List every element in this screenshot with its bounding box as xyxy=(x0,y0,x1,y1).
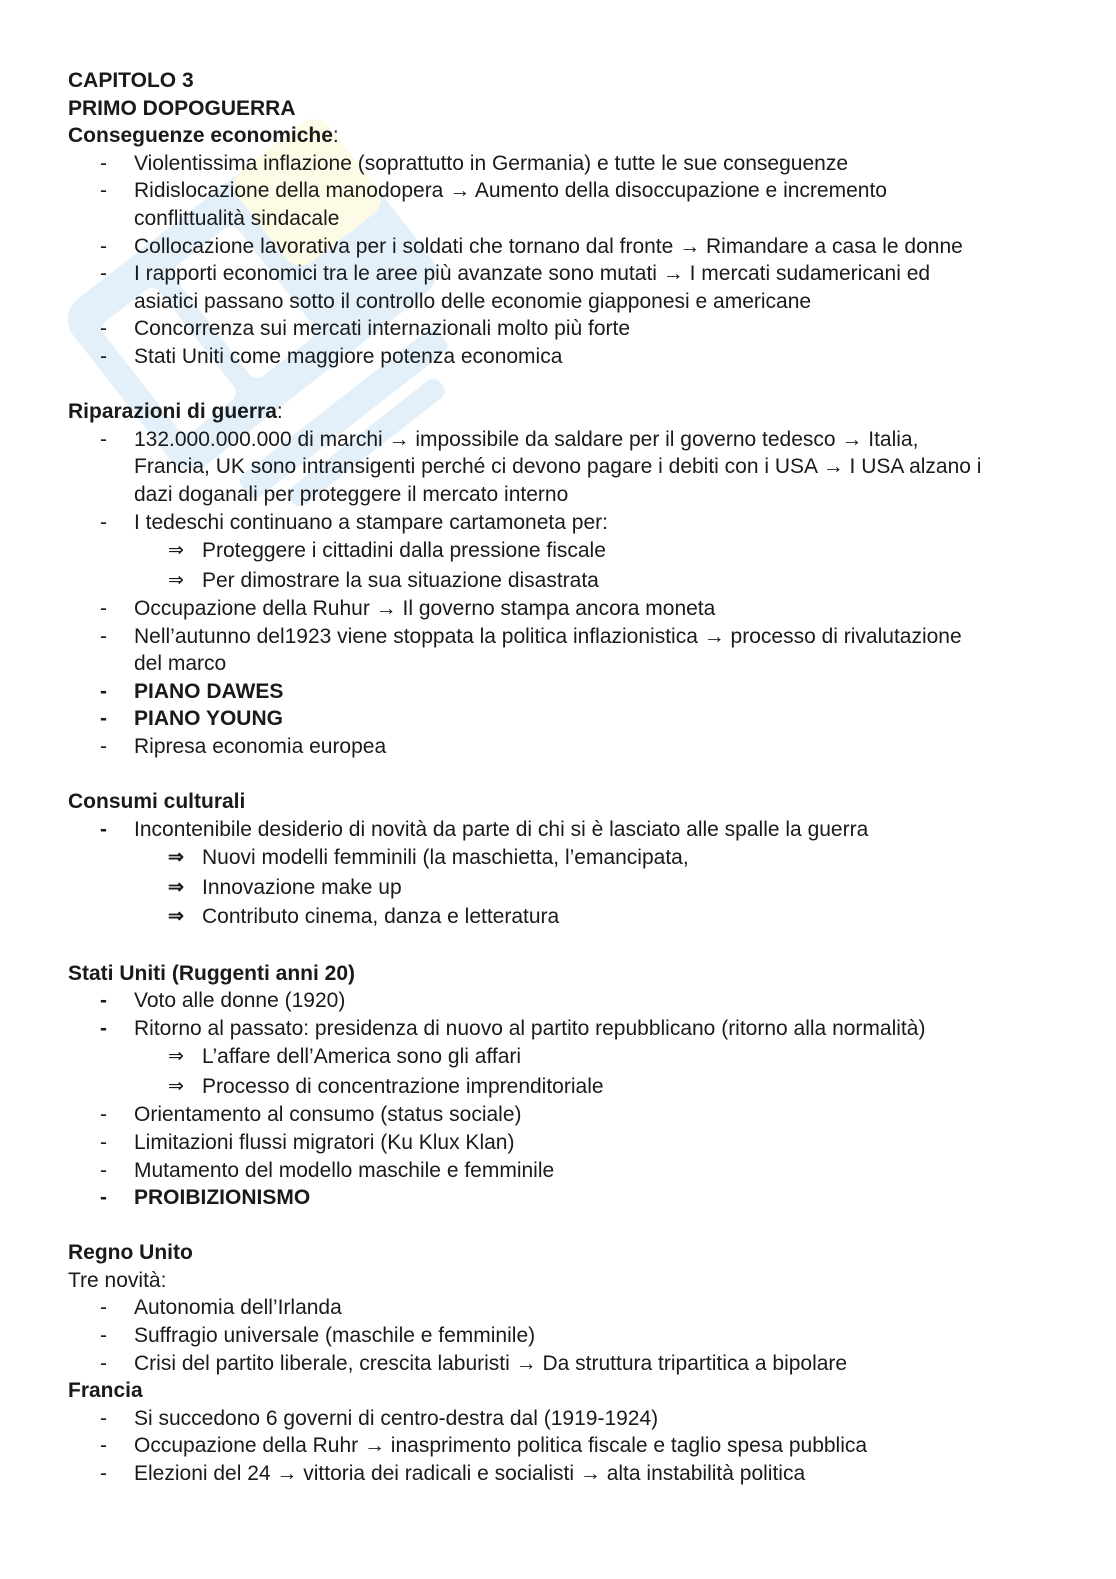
item-text: PROIBIZIONISMO xyxy=(134,1186,311,1210)
sub-item xyxy=(68,873,1058,903)
item-text: PIANO DAWES xyxy=(134,679,284,703)
dash-bullet: - xyxy=(100,624,107,648)
dash-bullet: - xyxy=(100,1324,107,1348)
rip-list xyxy=(68,426,1058,761)
page-title: PRIMO DOPOGUERRA xyxy=(68,96,296,120)
item-text: dazi doganali per proteggere il mercato interno xyxy=(134,482,569,506)
section-heading-rip xyxy=(68,398,1058,426)
dash-bullet: - xyxy=(100,707,107,731)
item-text: conflittualità sindacale xyxy=(134,206,340,230)
item-text: Voto alle donne (1920) xyxy=(134,989,346,1013)
dash-bullet: - xyxy=(100,735,107,759)
item-text: PIANO YOUNG xyxy=(134,707,283,731)
list-item xyxy=(68,1350,1058,1378)
item-text: Mutamento del modello maschile e femminile xyxy=(134,1158,555,1182)
list-item xyxy=(68,1460,1058,1488)
item-text: Nell’autunno del1923 viene stoppata la politica inflazionistica → processo di rivalutazione xyxy=(134,624,962,648)
uk-intro: Tre novità: xyxy=(68,1268,167,1292)
item-text: Stati Uniti come maggiore potenza economica xyxy=(134,344,563,368)
dash-bullet: - xyxy=(100,597,107,621)
arrow-bullet-icon: ⇒ xyxy=(168,569,184,591)
econ-list xyxy=(68,150,1058,371)
list-item xyxy=(68,595,1058,623)
usa-list xyxy=(68,987,1058,1212)
dash-bullet: - xyxy=(100,1186,107,1210)
item-text: Concorrenza sui mercati internazionali molto più forte xyxy=(134,317,631,341)
list-item xyxy=(68,1015,1058,1043)
item-text: Suffragio universale (maschile e femminile) xyxy=(134,1324,536,1348)
item-text: Si succedono 6 governi di centro-destra dal (1919-1924) xyxy=(134,1406,659,1430)
item-text: Per dimostrare la sua situazione disastrata xyxy=(202,568,599,592)
item-text: Occupazione della Ruhr → inasprimento politica fiscale e taglio spesa pubblica xyxy=(134,1434,868,1458)
item-text: Processo di concentrazione imprenditoriale xyxy=(202,1074,604,1098)
item-text: Proteggere i cittadini dalla pressione fiscale xyxy=(202,539,606,563)
heading-colon: : xyxy=(276,400,283,424)
item-text: Incontenibile desiderio di novità da parte di chi si è lasciato alle spalle la guerra xyxy=(134,817,869,841)
heading-text: Riparazioni di guerra xyxy=(68,400,277,424)
sub-item xyxy=(68,536,1058,566)
list-item xyxy=(68,426,1058,509)
dash-bullet: - xyxy=(100,1351,107,1375)
item-text: I rapporti economici tra le aree più avanzate sono mutati → I mercati sudamericani ed xyxy=(134,262,931,286)
list-item xyxy=(68,1157,1058,1185)
section-heading-usa: Stati Uniti (Ruggenti anni 20) xyxy=(68,961,355,985)
list-item xyxy=(68,733,1058,761)
section-heading-econ xyxy=(68,122,1058,150)
sub-item xyxy=(68,566,1058,596)
list-item xyxy=(68,233,1058,261)
dash-bullet: - xyxy=(100,510,107,534)
section-heading-uk: Regno Unito xyxy=(68,1241,193,1265)
dash-bullet: - xyxy=(100,344,107,368)
list-item xyxy=(68,509,1058,537)
list-item xyxy=(68,1129,1058,1157)
list-item xyxy=(68,1405,1058,1433)
sub-item xyxy=(68,902,1058,932)
dash-bullet: - xyxy=(100,817,107,841)
dash-bullet: - xyxy=(100,1158,107,1182)
list-item xyxy=(68,623,1058,678)
dash-bullet: - xyxy=(100,1462,107,1486)
list-item xyxy=(68,1322,1058,1350)
item-text: Ridislocazione della manodopera → Aumento della disoccupazione e incremento xyxy=(134,179,887,203)
item-text: 132.000.000.000 di marchi → impossibile da saldare per il governo tedesco → Italia, xyxy=(134,427,919,451)
item-text: Ripresa economia europea xyxy=(134,735,387,759)
list-item xyxy=(68,260,1058,315)
item-text: del marco xyxy=(134,652,227,676)
item-text: Contributo cinema, danza e letteratura xyxy=(202,905,560,929)
item-text: Orientamento al consumo (status sociale) xyxy=(134,1103,522,1127)
dash-bullet: - xyxy=(100,179,107,203)
list-item xyxy=(68,177,1058,232)
item-text: Crisi del partito liberale, crescita laburisti → Da struttura tripartitica a bipolare xyxy=(134,1351,848,1375)
item-text: Autonomia dell’Irlanda xyxy=(134,1296,342,1320)
dash-bullet: - xyxy=(100,317,107,341)
item-text: Nuovi modelli femminili (la maschietta, l’emancipata, xyxy=(202,846,689,870)
list-item xyxy=(68,1294,1058,1322)
dash-bullet: - xyxy=(100,1130,107,1154)
dash-bullet: - xyxy=(100,1103,107,1127)
dash-bullet: - xyxy=(100,1434,107,1458)
heading-text: Conseguenze economiche xyxy=(68,124,333,148)
dash-bullet: - xyxy=(100,234,107,258)
list-item xyxy=(68,987,1058,1015)
item-text: Collocazione lavorativa per i soldati che tornano dal fronte → Rimandare a casa le donne xyxy=(134,234,963,258)
item-text: asiatici passano sotto il controllo delle economie giapponesi e americane xyxy=(134,289,812,313)
item-text: Francia, UK sono intransigenti perché ci devono pagare i debiti con i USA → I USA alzano i xyxy=(134,455,982,479)
fr-list xyxy=(68,1405,1058,1488)
dash-bullet: - xyxy=(100,679,107,703)
list-item xyxy=(68,1432,1058,1460)
sub-item xyxy=(68,843,1058,873)
section-heading-cult: Consumi culturali xyxy=(68,790,246,814)
list-item xyxy=(68,343,1058,371)
dash-bullet: - xyxy=(100,427,107,451)
arrow-bullet-icon: ⇒ xyxy=(168,906,184,928)
item-text: Limitazioni flussi migratori (Ku Klux Klan) xyxy=(134,1130,515,1154)
arrow-bullet-icon: ⇒ xyxy=(168,1046,184,1068)
item-text: Violentissima inflazione (soprattutto in Germania) e tutte le sue conseguenze xyxy=(134,151,849,175)
arrow-bullet-icon: ⇒ xyxy=(168,1075,184,1097)
document-page xyxy=(68,67,1058,1488)
list-item xyxy=(68,315,1058,343)
item-text: Occupazione della Ruhur → Il governo stampa ancora moneta xyxy=(134,597,716,621)
list-item xyxy=(68,1101,1058,1129)
arrow-bullet-icon: ⇒ xyxy=(168,876,184,898)
list-item xyxy=(68,1184,1058,1212)
dash-bullet: - xyxy=(100,989,107,1013)
cult-list xyxy=(68,816,1058,932)
list-item xyxy=(68,150,1058,178)
item-text: Ritorno al passato: presidenza di nuovo al partito repubblicano (ritorno alla normalità) xyxy=(134,1016,926,1040)
chapter-label: CAPITOLO 3 xyxy=(68,69,194,92)
dash-bullet: - xyxy=(100,1406,107,1430)
item-text: Elezioni del 24 → vittoria dei radicali e socialisti → alta instabilità politica xyxy=(134,1462,806,1486)
uk-list xyxy=(68,1294,1058,1377)
dash-bullet: - xyxy=(100,1016,107,1040)
section-heading-fr: Francia xyxy=(68,1379,143,1403)
dash-bullet: - xyxy=(100,1296,107,1320)
dash-bullet: - xyxy=(100,151,107,175)
list-item xyxy=(68,816,1058,844)
sub-item xyxy=(68,1072,1058,1102)
list-item xyxy=(68,705,1058,733)
list-item xyxy=(68,678,1058,706)
arrow-bullet-icon: ⇒ xyxy=(168,847,184,869)
sub-item xyxy=(68,1042,1058,1072)
item-text: L’affare dell’America sono gli affari xyxy=(202,1045,522,1069)
dash-bullet: - xyxy=(100,262,107,286)
arrow-bullet-icon: ⇒ xyxy=(168,540,184,562)
heading-colon: : xyxy=(332,124,339,148)
item-text: Innovazione make up xyxy=(202,875,402,899)
item-text: I tedeschi continuano a stampare cartamoneta per: xyxy=(134,510,608,534)
